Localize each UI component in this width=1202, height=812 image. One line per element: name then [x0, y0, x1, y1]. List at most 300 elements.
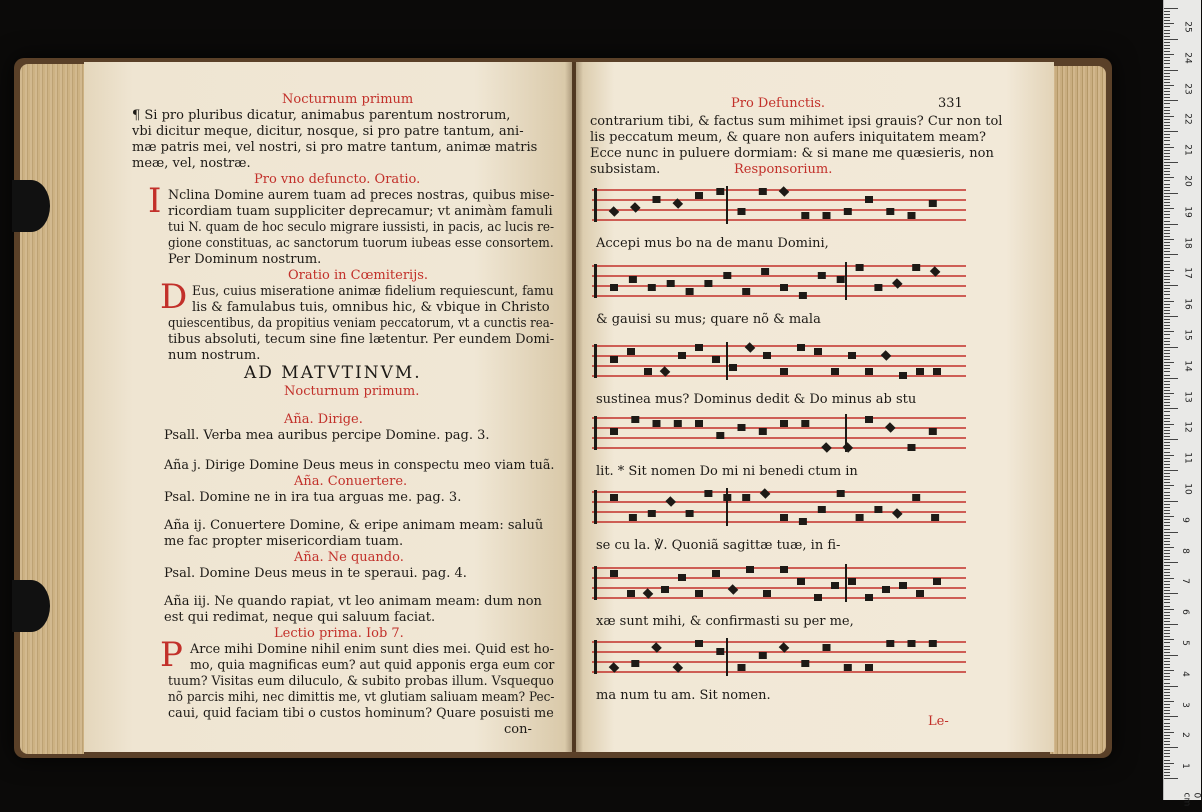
ruler-tick [1164, 421, 1170, 422]
ruler-tick [1164, 8, 1178, 9]
ruler-tick [1164, 760, 1170, 761]
ruler-tick [1164, 467, 1170, 468]
ruler-tick [1164, 381, 1170, 382]
ruler-tick [1164, 144, 1170, 145]
ruler-tick [1164, 516, 1174, 517]
ruler-tick [1164, 556, 1170, 557]
ruler-tick [1164, 137, 1170, 138]
ruler-tick [1164, 310, 1170, 311]
ruler-tick [1164, 522, 1170, 523]
text-line: Lectio prima. Iob 7. [274, 626, 404, 641]
text-line: nõ parcis mihi, nec dimittis me, vt glutiam saliuam meam? Pec- [168, 690, 555, 705]
ruler-tick [1164, 368, 1170, 369]
neume [629, 276, 637, 283]
neume [728, 584, 739, 595]
ruler-tick [1164, 532, 1178, 533]
neume [929, 428, 937, 435]
ruler-tick [1164, 33, 1170, 34]
neume [818, 272, 826, 279]
ruler-tick [1164, 107, 1170, 108]
neume [865, 416, 873, 423]
ruler-tick [1164, 778, 1178, 779]
ruler-tick [1164, 510, 1170, 511]
neume [610, 570, 618, 577]
ruler-tick [1164, 485, 1174, 486]
text-line: gione constituas, ac sanctorum tuorum iubeas esse consortem. [168, 236, 554, 251]
ruler-tick [1164, 353, 1170, 354]
ruler-label: 1 [1179, 763, 1190, 770]
neume [610, 284, 618, 291]
ruler-tick [1164, 254, 1178, 255]
neume [844, 664, 852, 671]
neume [899, 582, 907, 589]
ruler-label: 25 [1182, 21, 1193, 33]
neume [627, 590, 635, 597]
ruler-tick [1164, 618, 1170, 619]
text-line: Eus, cuius miseratione animæ fidelium requiescunt, famu [192, 284, 554, 299]
ruler-tick [1164, 273, 1170, 274]
ruler-label: 2 [1179, 732, 1190, 739]
text-line: Nocturnum primum [282, 92, 414, 107]
neume [801, 212, 809, 219]
ruler-tick [1164, 596, 1170, 597]
drop-capital: P [160, 635, 183, 675]
ruler-tick [1164, 51, 1170, 52]
ruler-tick [1164, 587, 1170, 588]
ruler-tick [1164, 482, 1170, 483]
ruler-tick [1164, 14, 1170, 15]
neume [908, 212, 916, 219]
ruler-tick [1164, 464, 1170, 465]
ruler-tick [1164, 442, 1170, 443]
neume [814, 594, 822, 601]
text-line: mo, quia magnificas eum? aut quid apponis erga eum cor [190, 658, 555, 673]
ruler-tick [1164, 30, 1170, 31]
ruler-tick [1164, 747, 1178, 748]
ruler-tick [1164, 159, 1170, 160]
ruler-tick [1164, 479, 1170, 480]
neume [780, 284, 788, 291]
ruler-tick [1164, 430, 1170, 431]
ruler-tick [1164, 676, 1170, 677]
ruler-tick [1164, 578, 1174, 579]
neume [759, 428, 767, 435]
ruler-tick [1164, 341, 1170, 342]
neume [801, 660, 809, 667]
ruler-tick [1164, 738, 1170, 739]
text-line: Pro vno defuncto. Oratio. [254, 172, 421, 187]
chant-lyric: ma num tu am. Sit nomen. [596, 688, 771, 703]
ruler-tick [1164, 744, 1170, 745]
ruler-tick [1164, 328, 1170, 329]
ruler-tick [1164, 470, 1178, 471]
text-line: Ecce nunc in puluere dormiam: & si mane me quæsieris, non [590, 146, 994, 161]
ruler-tick [1164, 664, 1170, 665]
neume [912, 264, 920, 271]
ruler-label: 19 [1182, 206, 1193, 218]
ruler-tick [1164, 452, 1170, 453]
neume [742, 288, 750, 295]
ruler-label: 10 [1182, 483, 1193, 495]
ruler-tick [1164, 313, 1170, 314]
neume [761, 268, 769, 275]
neume [678, 574, 686, 581]
text-line: tibus absoluti, tecum sine fine lætentur. Per eundem Domi- [168, 332, 555, 347]
neume [759, 652, 767, 659]
ruler-tick [1164, 91, 1170, 92]
ruler-tick [1164, 128, 1170, 129]
neume [916, 368, 924, 375]
ruler-tick [1164, 331, 1174, 332]
ruler-tick [1164, 606, 1170, 607]
ruler-tick [1164, 544, 1170, 545]
text-line: Nclina Domine aurem tuam ad preces nostras, quibus mise- [168, 188, 555, 203]
ruler-tick [1164, 73, 1170, 74]
ruler-tick [1164, 627, 1170, 628]
ruler-label: 16 [1182, 298, 1193, 310]
ruler-tick [1164, 371, 1170, 372]
neume [648, 284, 656, 291]
neume [821, 442, 832, 453]
neume [797, 344, 805, 351]
ruler-tick [1164, 550, 1170, 551]
neume [831, 582, 839, 589]
ruler-tick [1164, 716, 1178, 717]
neume [631, 416, 639, 423]
text-line: contrarium tibi, & factus sum mihimet ipsi grauis? Cur non tol [590, 114, 1003, 129]
ruler-tick [1164, 347, 1178, 348]
ruler-tick [1164, 445, 1170, 446]
neume [674, 420, 682, 427]
text-line: Psal. Domine Deus meus in te speraui. pag. 4. [164, 566, 467, 581]
neume [610, 356, 618, 363]
ruler-tick [1164, 384, 1170, 385]
ruler-tick [1164, 316, 1178, 317]
ruler-tick [1164, 125, 1170, 126]
text-line: Nocturnum primum. [284, 384, 420, 399]
neume [865, 664, 873, 671]
ruler-label: 4 [1179, 670, 1190, 677]
ruler-tick [1164, 525, 1170, 526]
ruler-tick [1164, 624, 1178, 625]
neume [695, 344, 703, 351]
ruler-tick [1164, 267, 1170, 268]
ruler-tick [1164, 42, 1170, 43]
text-line: est qui redimat, neque qui saluum faciat. [164, 610, 436, 625]
ruler-tick [1164, 713, 1170, 714]
text-line: ricordiam tuam suppliciter deprecamur; vt animàm famuli [168, 204, 553, 219]
text-line: Aña j. Dirige Domine Deus meus in conspectu meo viam tuã. [164, 458, 555, 473]
neume [931, 514, 939, 521]
ruler-tick [1164, 193, 1178, 194]
ruler-tick [1164, 103, 1170, 104]
ruler-label: 20 [1182, 175, 1193, 187]
ruler-tick [1164, 165, 1170, 166]
ruler-tick [1164, 405, 1170, 406]
ruler-tick [1164, 476, 1170, 477]
ruler-label: 5 [1179, 640, 1190, 646]
ruler-tick [1164, 495, 1170, 496]
ruler-tick [1164, 698, 1170, 699]
neume [712, 356, 720, 363]
neume [738, 208, 746, 215]
ruler-tick [1164, 519, 1170, 520]
ruler-tick [1164, 396, 1170, 397]
neume [856, 514, 864, 521]
ruler-tick [1164, 461, 1170, 462]
ruler-tick [1164, 17, 1170, 18]
ruler-tick [1164, 190, 1170, 191]
text-line: Aña ij. Conuertere Domine, & eripe animam meam: saluũ [164, 518, 544, 533]
neume [667, 280, 675, 287]
ruler-tick [1164, 276, 1170, 277]
neume [837, 276, 845, 283]
ruler-tick [1164, 257, 1170, 258]
ruler-tick [1164, 264, 1170, 265]
ruler-label: 0 cm [1181, 792, 1202, 807]
ruler-tick [1164, 408, 1178, 409]
text-line: AD MATVTINVM. [244, 363, 422, 383]
neume [899, 372, 907, 379]
clef-mark [594, 264, 597, 298]
text-line: Aña. Conuertere. [294, 474, 408, 489]
ruler-tick [1164, 424, 1174, 425]
clef-mark [594, 640, 597, 674]
ruler-tick [1164, 196, 1170, 197]
ruler-tick [1164, 639, 1174, 640]
ruler-tick [1164, 673, 1170, 674]
neume [831, 368, 839, 375]
ruler-tick [1164, 726, 1170, 727]
neume [929, 640, 937, 647]
text-line: Aña. Ne quando. [294, 550, 404, 565]
ruler-tick [1164, 488, 1170, 489]
ruler-tick [1164, 177, 1174, 178]
neume [631, 660, 639, 667]
neume [763, 352, 771, 359]
ruler-tick [1164, 122, 1170, 123]
text-line: num nostrum. [168, 348, 261, 363]
ruler-tick [1164, 701, 1174, 702]
neume [610, 428, 618, 435]
left-page [84, 62, 572, 752]
text-line: meæ, vel, nostræ. [132, 156, 251, 171]
text-line: quiescentibus, da propitius veniam peccatorum, vt a cunctis rea- [168, 316, 554, 331]
ruler-tick [1164, 82, 1170, 83]
ruler-tick [1164, 322, 1170, 323]
ruler-tick [1164, 766, 1170, 767]
ruler-tick [1164, 729, 1170, 730]
neume [712, 570, 720, 577]
ruler-tick [1164, 359, 1170, 360]
ruler-tick [1164, 633, 1170, 634]
ruler-tick [1164, 362, 1174, 363]
neume [874, 284, 882, 291]
neume [874, 506, 882, 513]
ruler-tick [1164, 504, 1170, 505]
ruler-label: 24 [1182, 52, 1193, 64]
ruler-tick [1164, 307, 1170, 308]
ruler-tick [1164, 45, 1170, 46]
neume [886, 640, 894, 647]
ruler-tick [1164, 356, 1170, 357]
music-staff [588, 636, 968, 676]
ruler-tick [1164, 433, 1170, 434]
text-line: tuum? Visitas eum diluculo, & subito probas illum. Vsquequo [168, 674, 554, 689]
clef-mark [594, 188, 597, 222]
neume [738, 664, 746, 671]
drop-capital: D [160, 277, 188, 317]
ruler-tick [1164, 436, 1170, 437]
music-staff [588, 562, 968, 602]
neume [742, 494, 750, 501]
ruler-tick [1164, 208, 1174, 209]
ruler-tick [1164, 11, 1170, 12]
ruler-tick [1164, 285, 1178, 286]
page-number: 331 [938, 96, 963, 111]
ruler-tick [1164, 202, 1170, 203]
clef-mark [594, 490, 597, 524]
chant-lyric: sustinea mus? Dominus dedit & Do minus ab stu [596, 392, 917, 407]
ruler-tick [1164, 448, 1170, 449]
ruler-tick [1164, 140, 1170, 141]
neume [856, 264, 864, 271]
ruler-tick [1164, 772, 1170, 773]
catchword: Le- [928, 714, 949, 729]
ruler-tick [1164, 319, 1170, 320]
neume [842, 442, 853, 453]
neume [723, 272, 731, 279]
neume [885, 422, 896, 433]
ruler-tick [1164, 615, 1170, 616]
neume [848, 352, 856, 359]
neume [848, 578, 856, 585]
neume [716, 648, 724, 655]
ruler-label: 12 [1182, 421, 1193, 434]
neume [844, 208, 852, 215]
ruler-tick [1164, 375, 1170, 376]
neume [912, 494, 920, 501]
neume [865, 368, 873, 375]
ruler-tick [1164, 325, 1170, 326]
neume [823, 212, 831, 219]
neume [686, 510, 694, 517]
ruler-tick [1164, 565, 1170, 566]
neume [627, 348, 635, 355]
ruler-tick [1164, 217, 1170, 218]
ruler-tick [1164, 153, 1170, 154]
ruler-tick [1164, 575, 1170, 576]
neume [695, 590, 703, 597]
ruler-tick [1164, 630, 1170, 631]
neume [799, 292, 807, 299]
ruler-tick [1164, 427, 1170, 428]
neume [801, 420, 809, 427]
ruler-tick [1164, 584, 1170, 585]
ruler-tick [1164, 134, 1170, 135]
measurement-ruler [1163, 0, 1202, 807]
neume [886, 208, 894, 215]
ruler-tick [1164, 26, 1170, 27]
ruler-tick [1164, 214, 1170, 215]
ruler-tick [1164, 67, 1170, 68]
ruler-label: 22 [1182, 113, 1193, 126]
ruler-tick [1164, 686, 1178, 687]
music-staff [588, 340, 968, 380]
ruler-tick [1164, 94, 1170, 95]
ruler-tick [1164, 184, 1170, 185]
book-clip-bottom [12, 580, 50, 632]
ruler-tick [1164, 36, 1170, 37]
ruler-tick [1164, 599, 1170, 600]
ruler-tick [1164, 224, 1178, 225]
ruler-tick [1164, 492, 1170, 493]
ruler-tick [1164, 707, 1170, 708]
ruler-tick [1164, 735, 1170, 736]
ruler-tick [1164, 455, 1174, 456]
neume [630, 202, 641, 213]
text-line: Psall. Verba mea auribus percipe Domine. pag. 3. [164, 428, 490, 443]
ruler-tick [1164, 741, 1170, 742]
ruler-tick [1164, 756, 1170, 757]
ruler-tick [1164, 147, 1174, 148]
ruler-tick [1164, 732, 1174, 733]
page-edges-right [1050, 66, 1106, 754]
neume [760, 488, 771, 499]
ruler-tick [1164, 48, 1170, 49]
ruler-tick [1164, 562, 1178, 563]
ruler-tick [1164, 211, 1170, 212]
neume [780, 514, 788, 521]
ruler-tick [1164, 507, 1170, 508]
ruler-tick [1164, 187, 1170, 188]
text-line: Oratio in Cœmiterijs. [288, 268, 429, 283]
neume [745, 342, 756, 353]
neume [818, 506, 826, 513]
ruler-label: 14 [1182, 360, 1193, 372]
ruler-tick [1164, 636, 1170, 637]
neume [610, 494, 618, 501]
neume [908, 444, 916, 451]
drop-capital: I [148, 181, 162, 221]
ruler-tick [1164, 110, 1170, 111]
ruler-tick [1164, 590, 1170, 591]
ruler-tick [1164, 174, 1170, 175]
ruler-tick [1164, 334, 1170, 335]
ruler-tick [1164, 288, 1170, 289]
ruler-tick [1164, 199, 1170, 200]
ruler-tick [1164, 79, 1170, 80]
music-staff [588, 486, 968, 526]
neume [738, 424, 746, 431]
ruler-tick [1164, 753, 1170, 754]
chant-lyric: se cu la. ℣. Quoniã sagittæ tuæ, in fi- [596, 538, 841, 553]
ruler-tick [1164, 70, 1178, 71]
chant-lyric: xæ sunt mihi, & confirmasti su per me, [596, 614, 854, 629]
ruler-tick [1164, 473, 1170, 474]
ruler-tick [1164, 439, 1178, 440]
ruler-tick [1164, 304, 1170, 305]
ruler-label: 21 [1182, 144, 1193, 156]
neume [704, 280, 712, 287]
ruler-tick [1164, 270, 1174, 271]
neume [780, 420, 788, 427]
ruler-tick [1164, 116, 1174, 117]
ruler-tick [1164, 553, 1170, 554]
ruler-tick [1164, 612, 1170, 613]
ruler-tick [1164, 162, 1178, 163]
neume [933, 578, 941, 585]
